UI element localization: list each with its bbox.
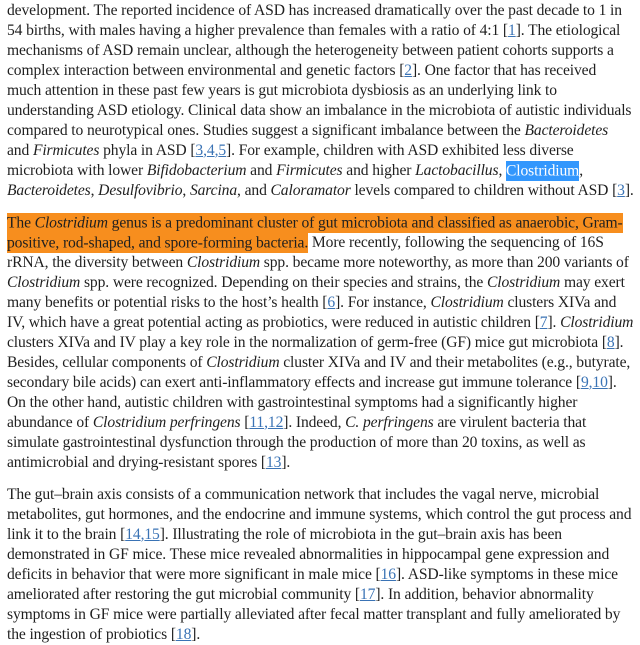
italic-term: Clostridium bbox=[560, 314, 634, 331]
citation-link[interactable]: 6 bbox=[327, 294, 336, 311]
text-run: and bbox=[246, 162, 277, 179]
citation-link[interactable]: 15 bbox=[144, 526, 160, 543]
italic-term: Clostridium bbox=[206, 354, 280, 371]
citation-link[interactable]: 3 bbox=[195, 142, 204, 159]
citation-separator: , bbox=[264, 414, 268, 431]
citation-separator: , bbox=[214, 142, 219, 159]
text-run: and bbox=[7, 142, 33, 159]
selection-highlight: Clostridium bbox=[506, 162, 580, 179]
text-run: ]. On the other hand, autistic children with gastrointestinal symptoms had a significantly higher abundance of bbox=[7, 374, 617, 431]
italic-term: Sarcina bbox=[189, 182, 238, 199]
text-run: ]. bbox=[547, 314, 561, 331]
text-run: ]. For instance, bbox=[335, 294, 431, 311]
text-run: development. The reported incidence of ASD has increased dramatically over the past decade to 1 in 54 births, with males having a higher prevalence than females with a ratio of 4:1 [ bbox=[7, 2, 622, 39]
citation-link[interactable]: 8 bbox=[606, 334, 615, 351]
italic-term: Clostridium bbox=[186, 254, 261, 271]
text-run: may exert many benefits or potential risks to the host’s health [ bbox=[7, 274, 625, 311]
citation-link[interactable]: 16 bbox=[380, 566, 396, 583]
text-run: ]. bbox=[281, 454, 291, 471]
citation-link[interactable]: 2 bbox=[404, 62, 412, 79]
citation-link[interactable]: 4 bbox=[206, 142, 215, 159]
italic-term: C. perfringens bbox=[345, 414, 434, 431]
text-run: ]. For example, children with ASD exhibited less diverse microbiota with lower bbox=[7, 142, 574, 179]
italic-term: Caloramator bbox=[270, 182, 351, 199]
text-run: , bbox=[498, 162, 506, 179]
text-run: [ bbox=[240, 414, 250, 431]
text-run: ]. One factor that has received much attention in these past few years is gut microbiota dysbiosis as an underlying link to understanding ASD etiology. Clinical data show an imbalance in the microbiota of autistic individuals compared to neurotypical ones. Studies suggest a significant imbalance between the bbox=[7, 62, 632, 139]
text-run: spp. became more noteworthy, as more than 200 variants of bbox=[260, 254, 629, 271]
text-run: , bbox=[182, 182, 190, 199]
italic-term: Clostridium bbox=[487, 274, 561, 291]
citation-link[interactable]: 13 bbox=[266, 454, 282, 471]
citation-link[interactable]: 1 bbox=[508, 22, 516, 39]
text-run: phyla in ASD [ bbox=[99, 142, 196, 159]
italic-term: Bifidobacterium bbox=[146, 162, 247, 179]
paragraph-asd-incidence bbox=[7, 1, 634, 201]
citation-link[interactable]: 3 bbox=[617, 182, 625, 199]
paragraph-gut-brain-axis bbox=[7, 485, 634, 645]
orange-highlight: genus is a predominant cluster of gut microbiota and classified as anaerobic, Gram-positive, rod-shaped, and spore-forming bacteria. bbox=[7, 214, 623, 251]
text-run: spp. were recognized. Depending on their species and strains, the bbox=[80, 274, 487, 291]
text-run: cluster XIVa and IV and their metabolites (e.g., butyrate, secondary bile acids) can exert anti-inflammatory effects and increase gut immune tolerance [ bbox=[7, 354, 631, 391]
text-run: ]. Indeed, bbox=[283, 414, 346, 431]
text-run: clusters XIVa and IV play a key role in the normalization of germ-free (GF) mice gut microbiota [ bbox=[7, 334, 607, 351]
citation-link[interactable]: 12 bbox=[267, 414, 284, 431]
citation-link[interactable]: 18 bbox=[175, 626, 192, 643]
citation-link[interactable]: 7 bbox=[539, 314, 548, 331]
text-run: ]. bbox=[624, 182, 634, 199]
text-run: , and bbox=[237, 182, 271, 199]
citation-link[interactable]: 10 bbox=[592, 374, 608, 391]
text-run: ]. The etiological mechanisms of ASD remain unclear, although the heterogeneity between patient cohorts supports a complex interaction between environmental and genetic factors [ bbox=[7, 22, 621, 79]
text-run: clusters XIVa and IV, which have a great potential acting as probiotics, were reduced in autistic children [ bbox=[7, 294, 617, 331]
citation-link[interactable]: 9 bbox=[580, 374, 589, 391]
text-run: , bbox=[579, 162, 583, 179]
italic-term: Lactobacillus bbox=[415, 162, 499, 179]
citation-link[interactable]: 17 bbox=[360, 586, 376, 603]
italic-term: Firmicutes bbox=[32, 142, 100, 159]
italic-term: Clostridium bbox=[430, 294, 504, 311]
italic-term: Clostridium bbox=[7, 274, 81, 291]
italic-term: Bacteroidetes bbox=[524, 122, 609, 139]
italic-term: Desulfovibrio bbox=[98, 182, 183, 199]
citation-separator: , bbox=[203, 142, 207, 159]
text-run: ]. ASD-like symptoms in these mice ameliorated after restoring the gut microbial community [ bbox=[7, 566, 618, 603]
orange-highlight-italic: Clostridium bbox=[34, 214, 108, 231]
text-run: More recently, following the sequencing of 16S rRNA, the diversity between bbox=[7, 234, 604, 271]
citation-link[interactable]: 14 bbox=[125, 526, 141, 543]
italic-term: Firmicutes bbox=[276, 162, 343, 179]
text-run: , bbox=[90, 182, 99, 199]
text-run: levels compared to children without ASD [ bbox=[350, 182, 618, 199]
text-run: ]. In addition, behavior abnormality symptoms in GF mice were partially alleviated after fecal matter transplant and fully ameliorated by the ingestion of probiotics [ bbox=[7, 586, 621, 643]
text-run: are virulent bacteria that simulate gastrointestinal dysfunction through the production of more than 20 toxins, as well as antimicrobial and drying-resistant spores [ bbox=[7, 414, 587, 471]
citation-separator: , bbox=[588, 374, 593, 391]
paragraph-clostridium-genus bbox=[7, 213, 634, 473]
italic-term: Bacteroidetes bbox=[7, 182, 91, 199]
citation-separator: , bbox=[140, 526, 145, 543]
orange-highlight: The bbox=[7, 214, 35, 231]
text-run: The gut–brain axis consists of a communication network that includes the vagal nerve, microbial metabolites, gut hormones, and the endocrine and immune systems, which control the gut process and link it to the brain [ bbox=[7, 486, 632, 543]
text-run: ]. bbox=[191, 626, 201, 643]
italic-term: Clostridium perfringens bbox=[92, 414, 241, 431]
text-run: ]. Besides, cellular components of bbox=[7, 334, 624, 371]
text-run: ]. Illustrating the role of microbiota in the gut–brain axis has been demonstrated in GF mice. These mice revealed abnormalities in hippocampal gene expression and deficits in behavior that were more significant in male mice [ bbox=[7, 526, 610, 583]
citation-link[interactable]: 11 bbox=[249, 414, 265, 431]
text-run: and higher bbox=[342, 162, 416, 179]
citation-link[interactable]: 5 bbox=[218, 142, 227, 159]
